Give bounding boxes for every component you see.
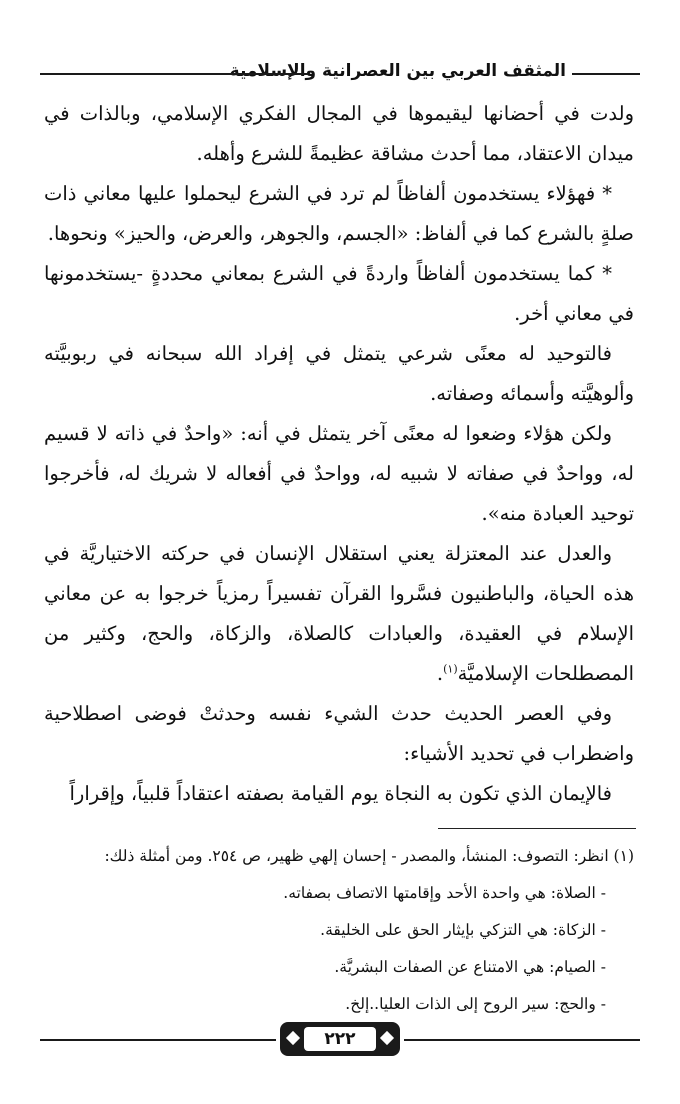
footnotes [44,838,634,1023]
footnote-separator [438,828,636,829]
footnote-reference: (١) [443,662,458,676]
header-rule-left [40,73,308,75]
footnote-item: - الزكاة: هي التزكي بإيثار الحق على الخليقة. [320,921,606,939]
ornament-diamond-icon [286,1031,300,1045]
footer-rule-right [404,1039,640,1041]
paragraph-2: * فهؤلاء يستخدمون ألفاظاً لم ترد في الشرع ليحملوا عليها معاني ذات صلةٍ بالشرع كما في ألفاظ: «الجسم، والجوهر، والعرض، والحيز» ونحوها. [44,182,634,245]
main-text [44,94,634,814]
paragraph-6 [44,534,634,694]
paragraph-4: فالتوحيد له معنًى شرعي يتمثل في إفراد الله سبحانه في ربوبيَّته وألوهيَّته وأسمائه وصفاته. [44,342,634,405]
paragraph-3: * كما يستخدمون ألفاظاً واردةً في الشرع بمعاني محددةٍ -يستخدمونها في معاني أخر. [44,262,634,325]
paragraph-8: فالإيمان الذي تكون به النجاة يوم القيامة بصفته اعتقاداً قلبياً، وإقراراً [69,782,612,805]
page-number-ornament [40,1022,640,1058]
footnote-item: - الصلاة: هي واحدة الأحد وإقامتها الاتصاف بصفاته. [283,884,606,902]
ornament-diamond-icon [380,1031,394,1045]
page-number: ٢٢٢ [304,1027,376,1051]
header-rule-right [572,73,640,75]
footer-rule-left [40,1039,276,1041]
page-number-frame [280,1022,400,1056]
paragraph-6-end: . [436,662,444,685]
footnote-1: (١) انظر: التصوف: المنشأ، والمصدر - إحسان إلهي ظهير، ص ٢٥٤. ومن أمثلة ذلك: [104,847,634,865]
running-header-title: المثقف العربي بين العصرانية والإسلامية [229,61,566,81]
paragraph-6-text: والعدل عند المعتزلة يعني استقلال الإنسان في حركته الاختياريَّة في هذه الحياة، والباطنيون فسَّروا القرآن تفسيراً رمزياً خرجوا به عن معاني الإسلام في العقيدة، والعبادات كالصلاة، والزكاة، والحج، وكثير من المصطلحات الإسلاميَّة [44,542,634,685]
footnote-item: - والحج: سير الروح إلى الذات العليا..إلخ. [345,995,606,1013]
running-header [40,54,640,84]
footnote-item: - الصيام: هي الامتناع عن الصفات البشريَّة. [334,958,606,976]
paragraph-1: ولدت في أحضانها ليقيموها في المجال الفكري الإسلامي، وبالذات في ميدان الاعتقاد، مما أحدث مشاقة عظيمةً للشرع وأهله. [44,102,634,165]
paragraph-7: وفي العصر الحديث حدث الشيء نفسه وحدثتْ فوضى اصطلاحية واضطراب في تحديد الأشياء: [44,702,634,765]
paragraph-5: ولكن هؤلاء وضعوا له معنًى آخر يتمثل في أنه: «واحدٌ في ذاته لا قسيم له، وواحدٌ في صفاته لا شبيه له، وواحدٌ في أفعاله لا شريك له، فأخرجوا توحيد العبادة منه». [44,422,634,525]
